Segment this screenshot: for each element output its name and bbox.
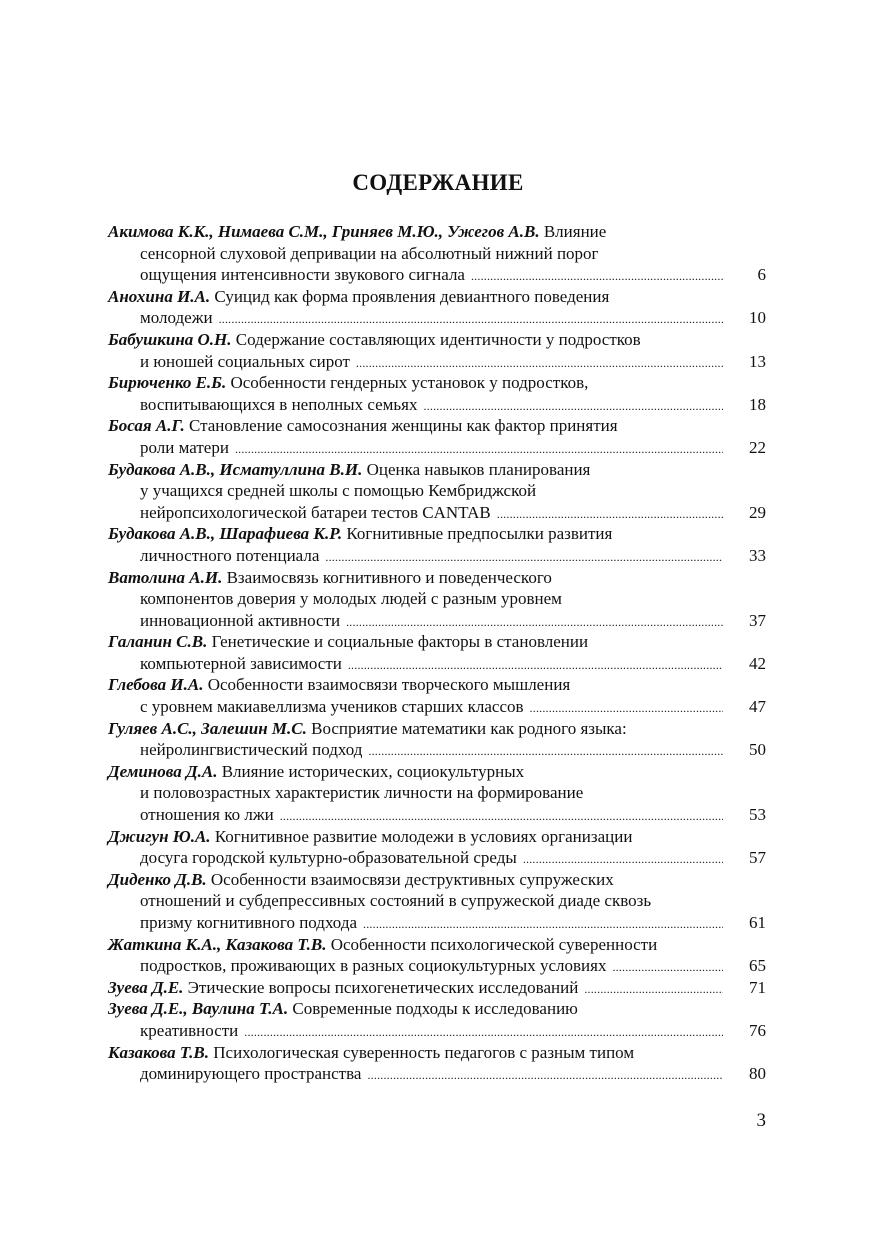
entry-title-text: Влияние (543, 222, 607, 241)
entry-title-text: Взаимосвязь когнитивного и поведенческого (226, 567, 552, 587)
dot-leader (280, 806, 723, 828)
toc-entry-line (108, 912, 766, 934)
entry-title-text: ощущения интенсивности звукового сигнала (140, 265, 465, 285)
toc-entry (108, 998, 766, 1041)
entry-title-text: Особенности гендерных установок у подростков, (230, 373, 589, 393)
dot-leader (346, 612, 723, 634)
toc-entry-line (108, 523, 766, 545)
toc-entry-line (108, 761, 766, 783)
entry-title-text: креативности (140, 1020, 239, 1040)
toc-entry-line (108, 696, 766, 718)
toc-entry (108, 761, 766, 826)
page-number: 3 (756, 1110, 766, 1131)
toc-entry (108, 718, 766, 761)
toc-entry-line (108, 998, 766, 1020)
toc-entry-line (108, 437, 766, 459)
entry-authors: Зуева Д.Е., Ваулина Т.А. (108, 999, 289, 1019)
entry-page-number: 29 (749, 502, 766, 522)
dot-leader (235, 439, 723, 461)
toc-entry (108, 826, 766, 869)
entry-authors: Будакова А.В., Шарафиева К.Р. (108, 524, 343, 544)
toc-entry-line (108, 459, 766, 481)
entry-title-text: отношения ко лжи (140, 805, 274, 825)
entry-title-text: призму когнитивного подхода (140, 913, 358, 932)
toc-entry-line (108, 415, 766, 437)
entry-title-text: роли матери (140, 437, 229, 457)
entry-page-number: 50 (749, 740, 766, 760)
entry-authors: Диденко Д.В. (108, 869, 207, 889)
entry-title-text: Когнитивное развитие молодежи в условиях организации (214, 826, 633, 846)
toc-entry-line (108, 847, 766, 869)
toc-entry-line (108, 826, 766, 848)
entry-page-number: 61 (749, 913, 766, 932)
entry-authors: Деминова Д.А. (108, 761, 218, 781)
entry-page-number: 33 (749, 545, 766, 565)
entry-title-text: подростков, проживающих в разных социокультурных условиях (140, 956, 607, 976)
entry-authors: Казакова Т.В. (108, 1042, 210, 1062)
entry-title-text: инновационной активности (140, 610, 341, 630)
toc-entry-line (108, 588, 766, 610)
entry-title-text: Особенности взаимосвязи деструктивных супружеских (210, 869, 614, 889)
toc-entry (108, 934, 766, 977)
toc-entry-line (108, 955, 766, 977)
toc-entry-line (108, 631, 766, 653)
toc-entry-line (108, 221, 766, 243)
entry-title-text: Содержание составляющих идентичности у подростков (235, 329, 641, 349)
entry-authors: Бирюченко Е.Б. (108, 373, 227, 393)
entry-title-text: молодежи (140, 308, 213, 328)
toc-entry (108, 869, 766, 934)
entry-title-text: Суицид как форма проявления девиантного поведения (214, 286, 610, 306)
toc-entry (108, 674, 766, 717)
toc-entry (108, 286, 766, 329)
entry-authors: Босая А.Г. (108, 416, 185, 436)
toc-entry-line (108, 1020, 766, 1042)
entry-page-number: 10 (749, 308, 766, 328)
entry-authors: Джигун Ю.А. (108, 826, 211, 846)
entry-authors: Акимова К.К., Нимаева С.М., Гриняев М.Ю., Ужегов А.В. (108, 222, 540, 241)
dot-leader (584, 979, 723, 1001)
toc-entry-line (108, 718, 766, 740)
entry-title-text: воспитывающихся в неполных семьях (140, 394, 418, 414)
entry-title-text: сенсорной слуховой депривации на абсолютный нижний порог (140, 243, 599, 263)
entry-title-text: Этические вопросы психогенетических исследований (187, 977, 579, 997)
toc-entry-line (108, 674, 766, 696)
dot-leader (368, 741, 723, 763)
entry-title-text: у учащихся средней школы с помощью Кембриджской (140, 481, 537, 501)
entry-title-text: и половозрастных характеристик личности на формирование (140, 783, 584, 803)
entry-title-text: отношений и субдепрессивных состояний в супружеской диаде сквозь (140, 891, 652, 911)
entry-title-text: нейролингвистический подход (140, 740, 363, 760)
dot-leader (363, 914, 723, 936)
page-title: СОДЕРЖАНИЕ (352, 170, 524, 195)
toc-entry (108, 459, 766, 524)
entry-title-text: Восприятие математики как родного языка: (311, 718, 627, 738)
toc-entry-line (108, 739, 766, 761)
toc-entry-line (108, 804, 766, 826)
dot-leader (367, 1065, 723, 1087)
dot-leader (612, 957, 723, 979)
toc-entry (108, 329, 766, 372)
entry-authors: Глебова И.А. (108, 675, 204, 695)
dot-leader (244, 1022, 723, 1044)
toc-entry-line (108, 1063, 766, 1085)
toc-entry-line (108, 890, 766, 912)
toc-entry (108, 221, 766, 286)
entry-title-text: и юношей социальных сирот (140, 351, 350, 371)
entry-title-text: с уровнем макиавеллизма учеников старших классов (140, 697, 524, 717)
entry-authors: Зуева Д.Е. (108, 977, 184, 997)
dot-leader (348, 655, 723, 677)
entry-page-number: 65 (749, 956, 766, 976)
entry-title-text: Становление самосознания женщины как фактор принятия (189, 416, 618, 436)
toc-entry (108, 523, 766, 566)
toc-entry (108, 631, 766, 674)
entry-title-text: Влияние исторических, социокультурных (221, 761, 525, 781)
toc-entry-line (108, 567, 766, 589)
entry-title-text: нейропсихологической батареи тестов CANTAB (140, 502, 491, 522)
entry-title-text: Генетические и социальные факторы в становлении (211, 632, 589, 652)
entry-title-text: компьютерной зависимости (140, 653, 342, 673)
toc-entry (108, 977, 766, 999)
toc-entry (108, 1042, 766, 1085)
entry-title-text: Особенности взаимосвязи творческого мышления (207, 675, 571, 695)
entry-page-number: 6 (757, 265, 766, 285)
entry-page-number: 37 (749, 610, 766, 630)
entry-title-text: Когнитивные предпосылки развития (346, 524, 613, 544)
entry-title-text: личностного потенциала (140, 545, 320, 565)
table-of-contents (108, 221, 766, 1085)
entry-authors: Бабушкина О.Н. (108, 329, 232, 349)
toc-entry-line (108, 307, 766, 329)
toc-entry-line (108, 480, 766, 502)
toc-entry-line (108, 653, 766, 675)
toc-entry-line (108, 243, 766, 265)
toc-entry-line (108, 545, 766, 567)
entry-page-number: 47 (749, 697, 766, 717)
toc-entry-line (108, 977, 766, 999)
entry-page-number: 80 (749, 1064, 766, 1084)
toc-entry-line (108, 869, 766, 891)
dot-leader (423, 396, 723, 418)
dot-leader (356, 353, 723, 375)
dot-leader (497, 504, 723, 526)
entry-authors: Будакова А.В., Исматуллина В.И. (108, 459, 363, 479)
entry-page-number: 57 (749, 848, 766, 868)
dot-leader (471, 266, 723, 288)
toc-entry-line (108, 934, 766, 956)
toc-entry-line (108, 286, 766, 308)
entry-authors: Гуляев А.С., Залешин М.С. (108, 718, 307, 738)
entry-page-number: 53 (749, 805, 766, 825)
entry-title-text: доминирующего пространства (140, 1064, 362, 1084)
entry-authors: Жаткина К.А., Казакова Т.В. (108, 934, 327, 954)
entry-page-number: 71 (749, 977, 766, 997)
entry-page-number: 22 (749, 437, 766, 457)
entry-authors: Галанин С.В. (108, 632, 208, 652)
entry-title-text: Психологическая суверенность педагогов с разным типом (213, 1042, 635, 1062)
dot-leader (325, 547, 723, 569)
entry-page-number: 13 (749, 351, 766, 371)
entry-page-number: 18 (749, 394, 766, 414)
toc-entry-line (108, 264, 766, 286)
entry-title-text: компонентов доверия у молодых людей с разным уровнем (140, 589, 562, 609)
toc-entry (108, 415, 766, 458)
toc-entry-line (108, 1042, 766, 1064)
entry-page-number: 42 (749, 653, 766, 673)
toc-entry (108, 372, 766, 415)
entry-title-text: Современные подходы к исследованию (292, 999, 578, 1019)
toc-entry-line (108, 502, 766, 524)
toc-entry-line (108, 782, 766, 804)
dot-leader (530, 698, 723, 720)
entry-title-text: Оценка навыков планирования (366, 459, 591, 479)
toc-entry-line (108, 394, 766, 416)
toc-entry-line (108, 329, 766, 351)
toc-entry-line (108, 610, 766, 632)
toc-entry-line (108, 351, 766, 373)
dot-leader (523, 849, 723, 871)
toc-entry-line (108, 372, 766, 394)
entry-page-number: 76 (749, 1020, 766, 1040)
dot-leader (219, 309, 723, 331)
entry-authors: Ватолина А.И. (108, 567, 223, 587)
entry-title-text: Особенности психологической суверенности (330, 934, 658, 954)
toc-entry (108, 567, 766, 632)
entry-title-text: досуга городской культурно-образовательной среды (140, 848, 517, 868)
entry-authors: Анохина И.А. (108, 286, 211, 306)
